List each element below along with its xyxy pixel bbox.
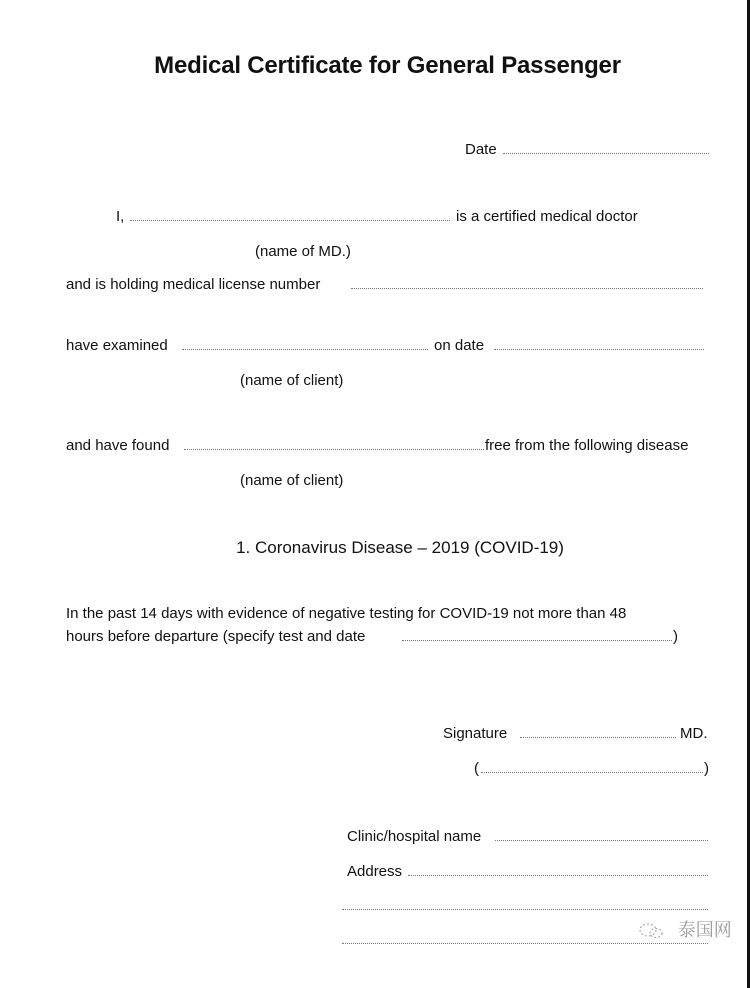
paren-close: ) <box>704 760 709 777</box>
client-caption-2: (name of client) <box>240 472 344 489</box>
md-suffix: is a certified medical doctor <box>456 208 638 225</box>
watermark-text: 泰国网 <box>677 920 732 941</box>
found-label: and have found <box>66 437 170 454</box>
address-label: Address <box>347 863 403 880</box>
on-date-label: on date <box>434 337 485 354</box>
paren-open: ( <box>474 760 479 777</box>
md-name-caption: (name of MD.) <box>255 243 351 260</box>
license-label: and is holding medical license number <box>66 276 321 293</box>
signature-field[interactable] <box>520 737 676 738</box>
md-name-field[interactable] <box>130 220 450 221</box>
free-from-label: free from the following disease <box>485 437 689 454</box>
watermark <box>638 916 732 942</box>
date-label: Date <box>465 141 497 158</box>
examined-label: have examined <box>66 337 168 354</box>
exam-date-field[interactable] <box>494 349 704 350</box>
document-title: Medical Certificate for General Passenger <box>154 52 621 79</box>
disease-heading: 1. Coronavirus Disease – 2019 (COVID-19) <box>236 538 564 557</box>
client-caption-1: (name of client) <box>240 372 344 389</box>
examined-client-field[interactable] <box>182 349 428 350</box>
date-field[interactable] <box>503 153 709 154</box>
wechat-icon <box>638 922 664 940</box>
found-client-field[interactable] <box>184 449 484 450</box>
testing-line-2: hours before departure (specify test and date <box>66 628 366 645</box>
clinic-label: Clinic/hospital name <box>347 828 482 845</box>
license-number-field[interactable] <box>351 288 703 289</box>
printed-name-field[interactable] <box>481 772 703 773</box>
signature-label: Signature <box>443 725 508 742</box>
address-line-2-field[interactable] <box>342 909 708 910</box>
testing-line-1: In the past 14 days with evidence of negative testing for COVID-19 not more than 48 <box>66 605 627 622</box>
address-line-3-field[interactable] <box>342 943 708 944</box>
address-line-1-field[interactable] <box>408 875 708 876</box>
md-abbrev: MD. <box>680 725 708 742</box>
md-prefix: I, <box>116 208 125 225</box>
clinic-name-field[interactable] <box>495 840 708 841</box>
test-and-date-field[interactable] <box>402 640 672 641</box>
testing-close-paren: ) <box>673 628 678 645</box>
